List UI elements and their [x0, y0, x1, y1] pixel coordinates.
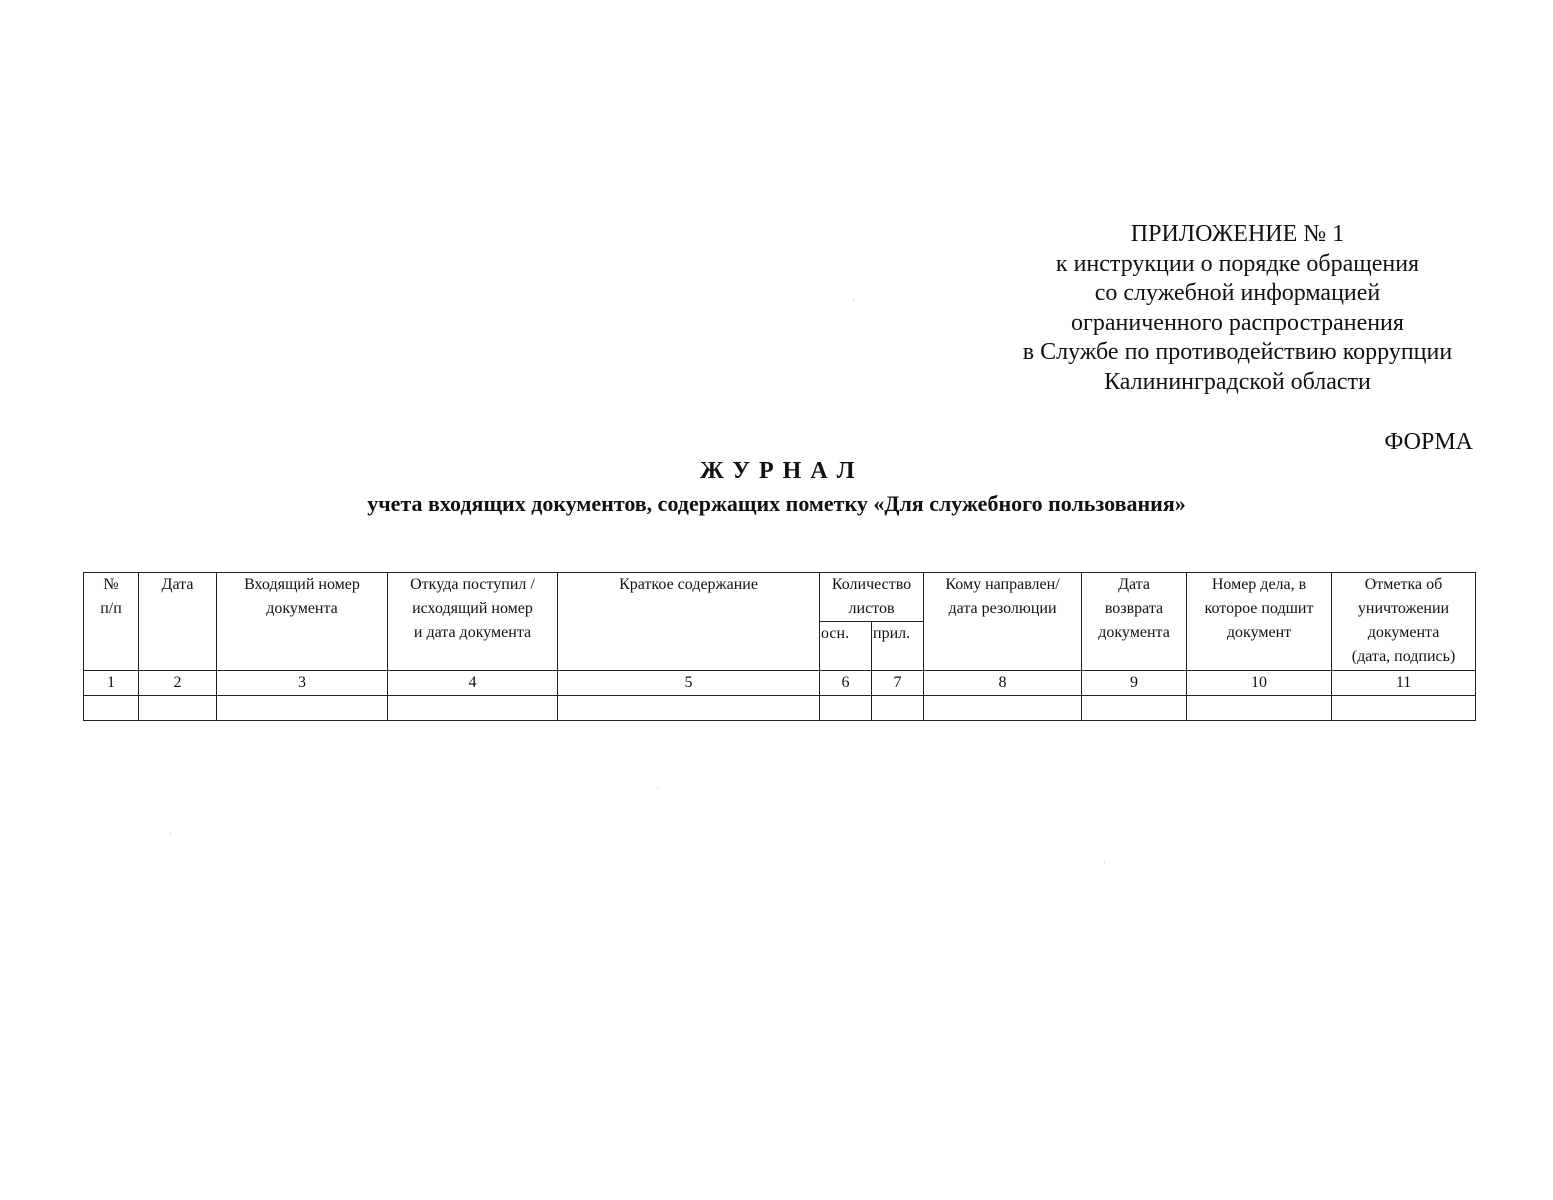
empty-cell [1332, 696, 1476, 721]
column-number: 4 [388, 671, 558, 696]
column-number: 11 [1332, 671, 1476, 696]
empty-cell [217, 696, 388, 721]
empty-cell [1187, 696, 1332, 721]
journal-subtitle: учета входящих документов, содержащих пометку «Для служебного пользования» [367, 491, 1186, 516]
header-cell-return-date: Дата возврата документа [1082, 573, 1187, 671]
empty-cell [924, 696, 1082, 721]
column-number: 8 [924, 671, 1082, 696]
header-cell-sheet-count: Количество листов [820, 573, 924, 622]
empty-cell [820, 696, 872, 721]
header-cell-incoming-number: Входящий номер документа [217, 573, 388, 671]
scan-speck [170, 833, 171, 834]
empty-cell [1082, 696, 1187, 721]
appendix-line: ограниченного распространения [1071, 309, 1404, 336]
scan-speck [853, 299, 854, 300]
empty-cell [558, 696, 820, 721]
header-cell-addressee: Кому направлен/ дата резолюции [924, 573, 1082, 671]
empty-cell [84, 696, 139, 721]
column-number: 2 [139, 671, 217, 696]
column-number: 3 [217, 671, 388, 696]
column-number: 6 [820, 671, 872, 696]
header-row [84, 573, 1476, 622]
empty-cell [139, 696, 217, 721]
appendix-header [990, 220, 1485, 397]
appendix-line: Калининградской области [1104, 368, 1371, 395]
header-cell-main-sheets: осн. [820, 622, 872, 671]
column-number: 10 [1187, 671, 1332, 696]
column-number: 7 [872, 671, 924, 696]
header-cell-date: Дата [139, 573, 217, 671]
appendix-line: со служебной информацией [1094, 280, 1381, 306]
column-number: 1 [84, 671, 139, 696]
column-number: 5 [558, 671, 820, 696]
header-cell-summary: Краткое содержание [558, 573, 820, 671]
header-cell-number: № п/п [84, 573, 139, 671]
scan-speck [657, 787, 658, 788]
empty-cell [872, 696, 924, 721]
header-cell-destruction-mark: Отметка об уничтожении документа (дата, подпись) [1332, 573, 1476, 671]
form-label: ФОРМА [1384, 429, 1473, 455]
column-number-row [84, 671, 1476, 696]
appendix-title: ПРИЛОЖЕНИЕ № 1 [1130, 221, 1345, 247]
appendix-line: к инструкции о порядке обращения [1055, 250, 1420, 277]
scan-speck [1104, 862, 1105, 863]
column-number: 9 [1082, 671, 1187, 696]
empty-entry-row [84, 696, 1476, 721]
header-cell-case-number: Номер дела, в которое подшит документ [1187, 573, 1332, 671]
journal-table [83, 572, 1476, 721]
empty-cell [388, 696, 558, 721]
header-cell-source: Откуда поступил / исходящий номер и дата документа [388, 573, 558, 671]
journal-title: ЖУРНАЛ [700, 458, 864, 484]
header-cell-attachment-sheets: прил. [872, 622, 924, 671]
appendix-line: в Службе по противодействию коррупции [1022, 339, 1453, 365]
